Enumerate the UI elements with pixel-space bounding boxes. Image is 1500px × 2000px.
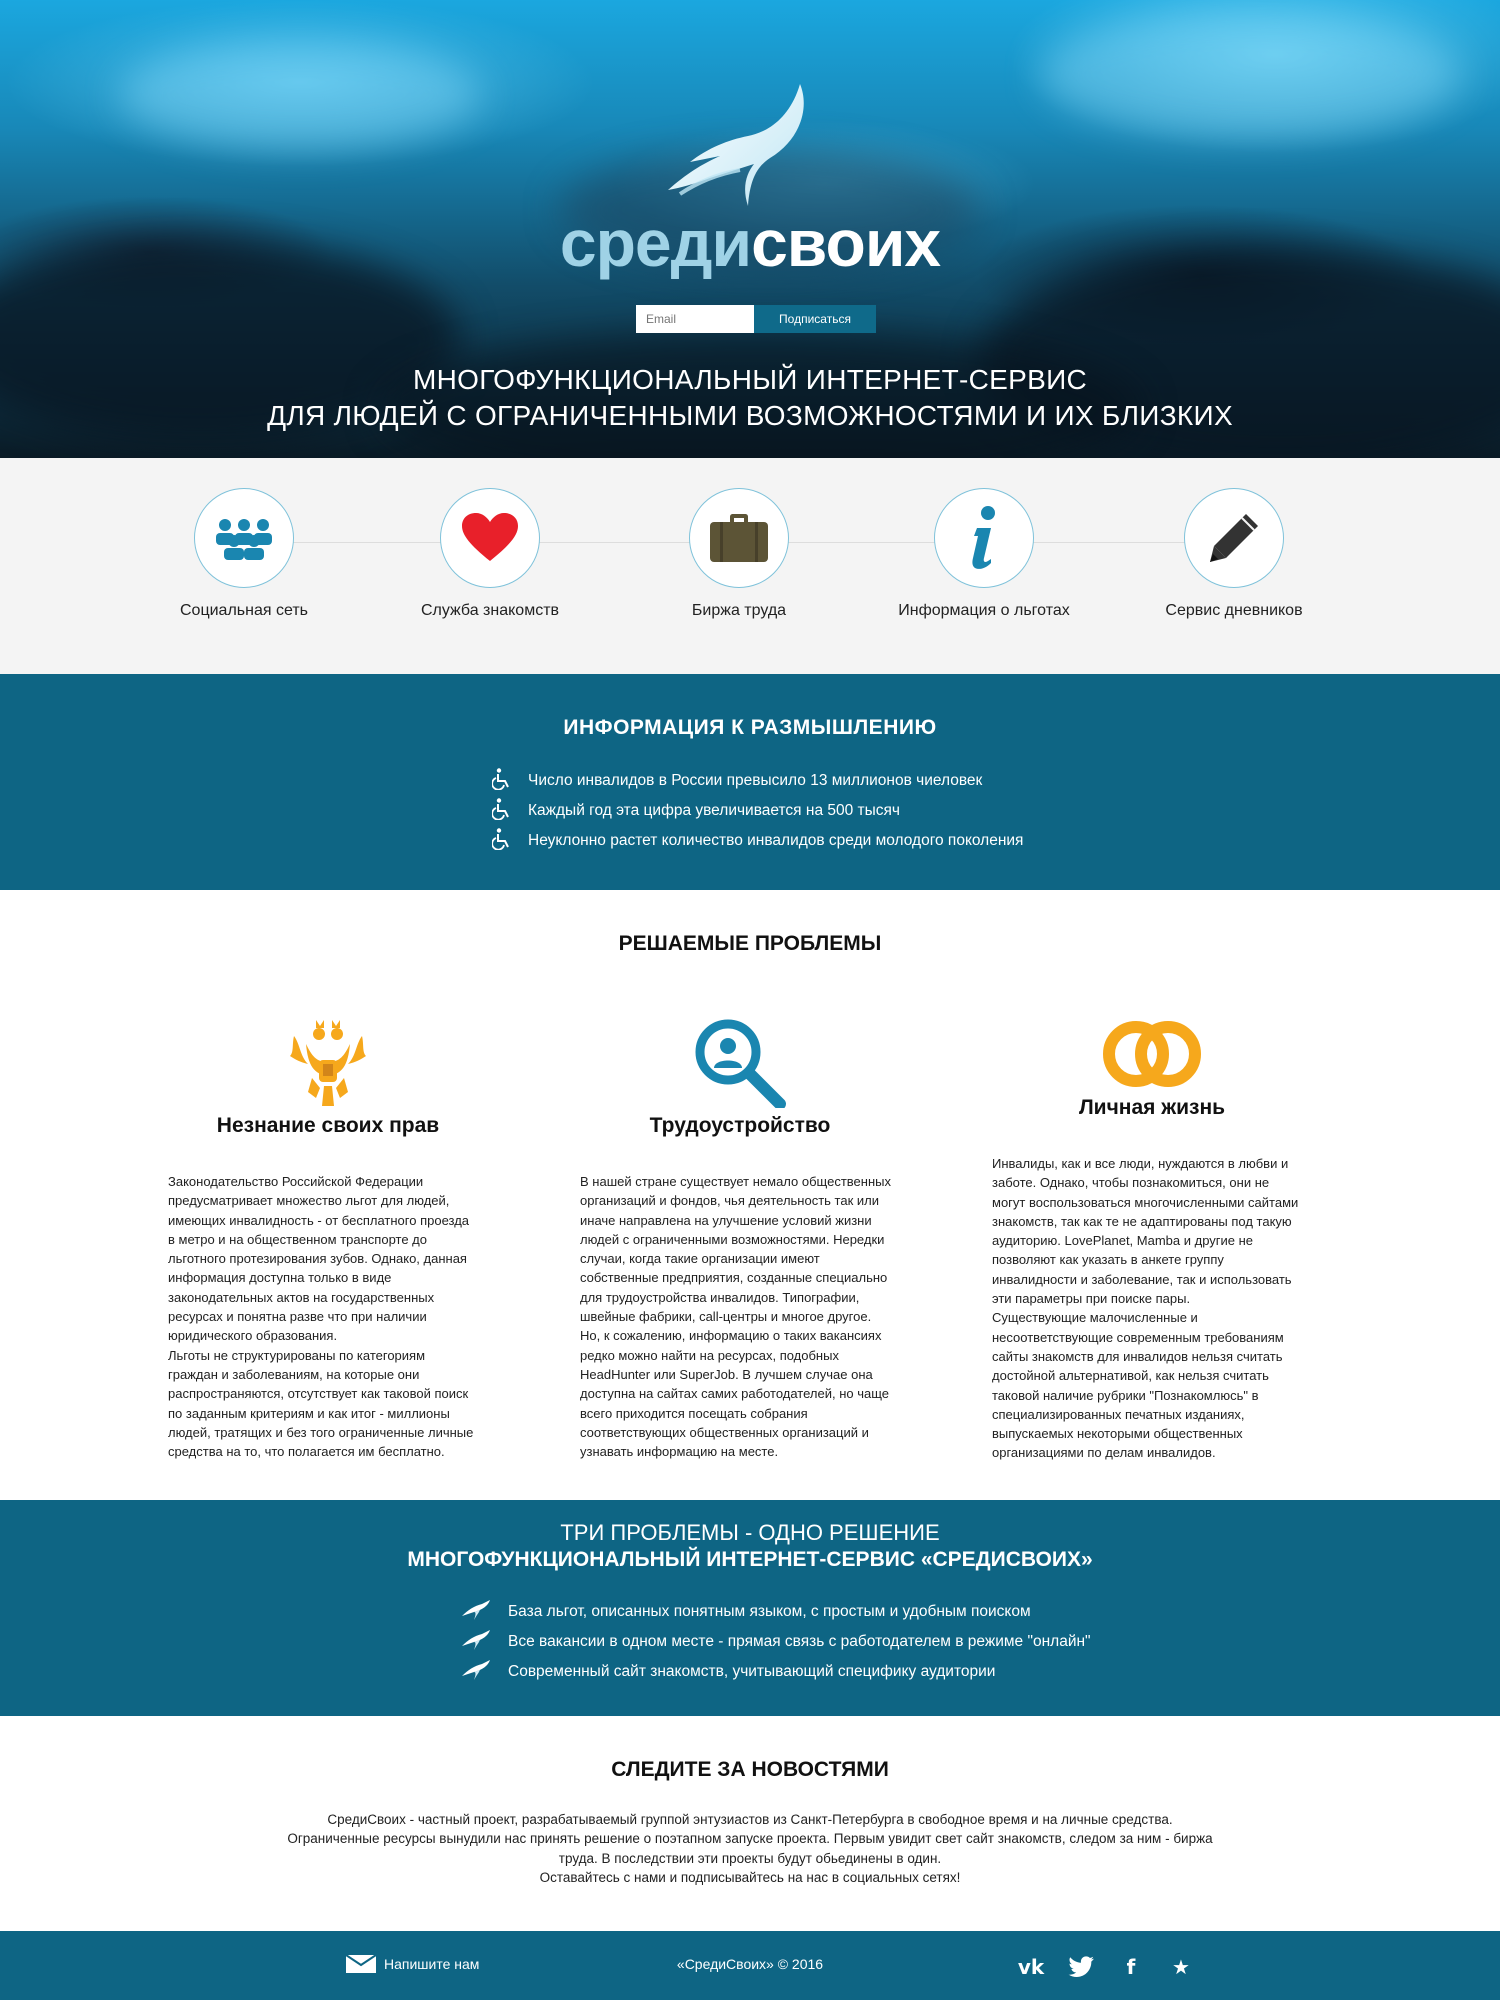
facebook-icon[interactable]: f xyxy=(1126,1955,1136,1979)
service-circle xyxy=(689,488,789,588)
eagle-icon xyxy=(286,1016,370,1108)
info-title: ИНФОРМАЦИЯ К РАЗМЫШЛЕНИЮ xyxy=(563,716,937,739)
service-label: Биржа труда xyxy=(691,602,787,619)
pencil-icon xyxy=(1208,512,1260,564)
service-dating[interactable] xyxy=(390,488,590,620)
site-footer xyxy=(0,1931,1500,2000)
list-item xyxy=(492,796,1023,826)
service-label: Служба знакомств xyxy=(420,602,560,619)
service-circle xyxy=(934,488,1034,588)
info-item-text: Число инвалидов в России превысило 13 миллионов чиеловек xyxy=(528,772,983,789)
star-icon[interactable]: ★ xyxy=(1172,1955,1190,1979)
service-diaries[interactable] xyxy=(1134,488,1334,620)
problem-text: Инвалиды, как и все люди, нуждаются в любви и заботе. Однако, чтобы познакомиться, они не могут воспользоваться многочисленными сайтами знакомств, так как те не адаптированы под такую аудиторию. LovePlanet, Mamba и другие не позволяют как указать в анкете группу инвалидности и заболевание, так и использовать эти параметры при поиске пары. Существующие малочисленные и несоответствующие современным требованиям сайты знакомств для инвалидов нельзя считать достойной альтернативой, как нельзя считать таковой наличие рубрики "Познакомлюсь" в специализированных печатных изданиях, выпускаемых некоторыми общественных организациями по делам инвалидов. xyxy=(992,1156,1299,1461)
search-person-icon xyxy=(694,1018,786,1108)
problem-text: Законодательство Российской Федерации предусматривает множество льгот для людей, имеющих инвалидность - от бесплатного проезда в метро и на общественном транспорте до льготного протезирования зубов. Однако, данная информация доступна только в виде законодательных актов на государственных ресурсах и понятна разве что при наличии юридического образования. Льготы не структурированы по категориям граждан и заболеваниям, на которые они распространяются, отсутствует как таковой поиск по заданным критериям и как итог - миллионы людей, тратящих и без того ограниченные личные средства на то, что полагается им бесплатно. xyxy=(168,1174,474,1460)
wheelchair-icon xyxy=(492,828,512,850)
solution-item-text: Все вакансии в одном месте - прямая связь с работодателем в режиме "онлайн" xyxy=(508,1633,1091,1650)
problem-title: Личная жизнь xyxy=(1078,1096,1226,1119)
service-label: Информация о льготах xyxy=(898,602,1070,619)
twitter-icon[interactable] xyxy=(1062,1948,1100,1986)
heart-icon xyxy=(462,513,518,563)
hand-bullet-icon xyxy=(460,1600,492,1620)
problem-rights xyxy=(168,1016,488,1461)
problem-text: В нашей стране существует немало общественных организаций и фондов, чья деятельность так или иначе направлена на улучшение условий жизни людей с ограниченными возможностями. Нередки случаи, когда такие организации имеют собственные предприятия, созданные специально для трудоустройства инвалидов. Типографии, швейные фабрики, call-центры и многое другое. Но, к сожалению, информацию о таких вакансиях редко можно найти на ресурсах, подобных HeadHunter или SuperJob. В лучшем случае она доступна на сайтах самих работодателей, но чаще всего приходится посещать собрания соответствующих общественных организаций и узнавать информацию на месте. xyxy=(580,1174,891,1460)
logo-part2: своих xyxy=(751,206,941,280)
tagline-line1: МНОГОФУНКЦИОНАЛЬНЫЙ ИНТЕРНЕТ-СЕРВИС xyxy=(412,364,1088,395)
info-icon xyxy=(969,506,999,570)
tagline-line2: ДЛЯ ЛЮДЕЙ С ОГРАНИЧЕННЫМИ ВОЗМОЖНОСТЯМИ И ИХ БЛИЗКИХ xyxy=(267,400,1233,431)
solution-title-line2: МНОГОФУНКЦИОНАЛЬНЫЙ ИНТЕРНЕТ-СЕРВИС «СРЕДИСВОИХ» xyxy=(407,1548,1093,1571)
news-title: СЛЕДИТЕ ЗА НОВОСТЯМИ xyxy=(611,1758,889,1781)
problems-title: РЕШАЕМЫЕ ПРОБЛЕМЫ xyxy=(618,932,882,955)
wheelchair-icon xyxy=(492,798,512,820)
solution-title-line1: ТРИ ПРОБЛЕМЫ - ОДНО РЕШЕНИЕ xyxy=(560,1520,940,1545)
logo-wordmark xyxy=(0,206,1500,280)
briefcase-icon xyxy=(710,514,768,562)
social-links xyxy=(1012,1948,1212,1986)
services-row xyxy=(0,458,1500,674)
info-item-text: Неуклонно растет количество инвалидов среди молодого поколения xyxy=(528,832,1024,849)
service-benefits-info[interactable] xyxy=(884,488,1084,620)
site-logo[interactable] xyxy=(0,78,1500,280)
vk-icon[interactable]: vk xyxy=(1017,1955,1045,1979)
solution-item-text: Современный сайт знакомств, учитывающий специфику аудитории xyxy=(508,1663,996,1680)
list-item xyxy=(460,1627,1091,1657)
rings-icon xyxy=(1102,1018,1202,1090)
subscribe-button[interactable]: Подписаться xyxy=(754,305,876,333)
email-input[interactable] xyxy=(636,305,754,333)
copyright: «СредиСвоих» © 2016 xyxy=(676,1956,824,1972)
logo-part1: среди xyxy=(559,206,752,280)
info-list xyxy=(492,766,1023,856)
info-item-text: Каждый год эта цифра увеличивается на 500 тысяч xyxy=(528,802,900,819)
hand-bullet-icon xyxy=(460,1660,492,1680)
solution-item-text: База льгот, описанных понятным языком, с простым и удобным поиском xyxy=(508,1603,1031,1620)
service-social-network[interactable] xyxy=(144,488,344,620)
list-item xyxy=(460,1657,1091,1687)
service-circle xyxy=(194,488,294,588)
write-us-label: Напишите нам xyxy=(384,1956,480,1972)
problems-section xyxy=(0,890,1500,1500)
list-item xyxy=(492,766,1023,796)
news-text: СредиСвоих - частный проект, разрабатываемый группой энтузиастов из Санкт-Петербурга в свободное время и на личные средства. Ограниченные ресурсы вынудили нас принять решение о поэтапном запуске проекта. Первым увидит свет сайт знакомств, следом за ним - биржа труда. В последствии эти проекты будут обьединены в один. Оставайтесь с нами и подписывайтесь на нас в социальных сетях! xyxy=(287,1812,1213,1885)
service-circle xyxy=(440,488,540,588)
hero-banner xyxy=(0,0,1500,458)
service-job-exchange[interactable] xyxy=(639,488,839,620)
list-item xyxy=(460,1597,1091,1627)
list-item xyxy=(492,826,1023,856)
solution-list xyxy=(460,1597,1091,1687)
service-label: Социальная сеть xyxy=(180,602,308,619)
info-section xyxy=(0,674,1500,890)
hero-tagline xyxy=(0,362,1500,434)
hand-bullet-icon xyxy=(460,1630,492,1650)
news-section xyxy=(0,1716,1500,1931)
wheelchair-icon xyxy=(492,768,512,790)
hand-logo-icon xyxy=(650,78,850,218)
problem-employment xyxy=(580,1018,900,1461)
solution-section xyxy=(0,1500,1500,1716)
people-icon xyxy=(213,516,275,560)
problem-title: Трудоустройство xyxy=(649,1114,831,1137)
subscribe-form xyxy=(636,305,876,333)
service-label: Сервис дневников xyxy=(1165,602,1303,619)
problem-title: Незнание своих прав xyxy=(216,1114,440,1137)
problem-personal-life xyxy=(992,1018,1312,1463)
service-circle xyxy=(1184,488,1284,588)
